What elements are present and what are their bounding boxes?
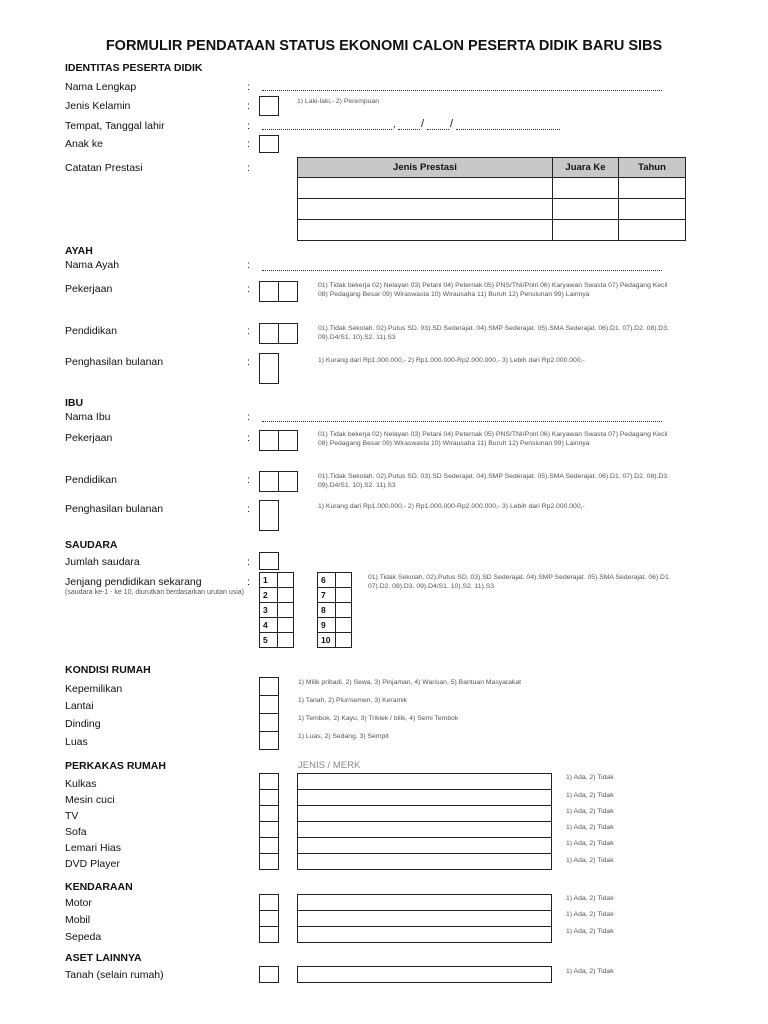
ttl-separator: / <box>421 118 425 130</box>
section-perkakas-heading: PERKAKAS RUMAH <box>65 760 166 772</box>
penghasilan-ibu-hint: 1) Kurang dari Rp1.000.000,- 2) Rp1.000.000-Rp2.000.000,- 3) Lebih dari Rp2.000.000,- <box>318 503 585 510</box>
label-luas: Luas <box>65 736 88 748</box>
ttl-separator: / <box>450 118 454 130</box>
label-sepeda: Sepeda <box>65 931 102 943</box>
table-row <box>318 573 352 588</box>
pendidikan-ibu-box-2[interactable] <box>278 471 298 492</box>
table-row <box>298 178 686 199</box>
sibling-value-cell[interactable] <box>336 603 352 618</box>
sibling-value-cell[interactable] <box>278 633 294 648</box>
label-nama-ibu: Nama Ibu <box>65 411 111 423</box>
tv-box[interactable] <box>259 805 279 822</box>
table-cell[interactable] <box>298 199 553 220</box>
anak-ke-box[interactable] <box>259 135 279 153</box>
tv-hint: 1) Ada, 2) Tidak <box>566 808 614 815</box>
col-juara-ke: Juara Ke <box>553 158 619 178</box>
sofa-merk-field[interactable] <box>297 821 552 838</box>
jenis-kelamin-box[interactable] <box>259 96 279 116</box>
kepemilikan-box[interactable] <box>259 677 279 696</box>
sibling-number: 9 <box>318 618 336 633</box>
tempat-lahir-field[interactable] <box>262 129 392 130</box>
colon: : <box>247 503 250 515</box>
ttl-separator: , <box>393 119 396 130</box>
section-saudara-heading: SAUDARA <box>65 539 118 551</box>
sepeda-hint: 1) Ada, 2) Tidak <box>566 928 614 935</box>
sibling-number: 7 <box>318 588 336 603</box>
label-ttl: Tempat, Tanggal lahir <box>65 120 165 132</box>
colon: : <box>247 81 250 93</box>
sibling-number: 4 <box>260 618 278 633</box>
col-jenis-prestasi: Jenis Prestasi <box>298 158 553 178</box>
section-ayah-heading: AYAH <box>65 245 93 257</box>
label-pekerjaan-ibu: Pekerjaan <box>65 432 113 444</box>
sibling-value-cell[interactable] <box>336 573 352 588</box>
penghasilan-ayah-box[interactable] <box>259 353 279 384</box>
dvd-player-hint: 1) Ada, 2) Tidak <box>566 857 614 864</box>
kulkas-merk-field[interactable] <box>297 773 552 790</box>
pendidikan-ibu-box-1[interactable] <box>259 471 279 492</box>
pendidikan-ayah-box-1[interactable] <box>259 323 279 344</box>
kepemilikan-hint: 1) Milik pribadi, 2) Sewa, 3) Pinjaman, 4) Warisan, 5) Bantuan Masyarakat <box>298 679 522 686</box>
table-cell[interactable] <box>553 220 619 241</box>
mobil-box[interactable] <box>259 910 279 927</box>
jenjang-table-right <box>317 572 352 648</box>
sibling-value-cell[interactable] <box>278 603 294 618</box>
table-row <box>260 618 294 633</box>
tahun-field[interactable] <box>456 129 560 130</box>
label-tanah: Tanah (selain rumah) <box>65 969 164 981</box>
jenis-merk-label: JENIS / MERK <box>298 760 361 771</box>
table-row <box>298 220 686 241</box>
motor-merk-field[interactable] <box>297 894 552 911</box>
label-lantai: Lantai <box>65 700 94 712</box>
table-row <box>260 588 294 603</box>
prestasi-table <box>297 157 686 241</box>
sibling-number: 1 <box>260 573 278 588</box>
sibling-value-cell[interactable] <box>278 573 294 588</box>
dinding-hint: 1) Tembok, 2) Kayu, 3) Triklek / bilik, 4) Semi Tembok <box>298 715 459 722</box>
colon: : <box>247 411 250 423</box>
lemari-hias-merk-field[interactable] <box>297 837 552 854</box>
jenjang-table-left <box>259 572 294 648</box>
table-row <box>318 588 352 603</box>
lemari-hias-box[interactable] <box>259 837 279 854</box>
sibling-value-cell[interactable] <box>278 588 294 603</box>
jenjang-note: (saudara ke-1 - ke 10, diurutkan berdasarkan urutan usia) <box>65 589 244 596</box>
nama-ayah-field[interactable] <box>262 270 662 271</box>
colon: : <box>247 259 250 271</box>
label-lemari-hias: Lemari Hias <box>65 842 122 854</box>
table-row <box>260 603 294 618</box>
table-cell[interactable] <box>619 199 686 220</box>
pendidikan-ayah-hint: 01).Tidak Sekolah. 02).Putus SD. 03).SD Sederajat. 04).SMP Sederajat. 05).SMA Sederajat. 06).D1. 07).D2. 08).D3. 09).D4/S1. 10).S2. 11).S3 <box>318 325 669 341</box>
label-dinding: Dinding <box>65 718 101 730</box>
tanah-box[interactable] <box>259 966 279 983</box>
colon: : <box>247 432 250 444</box>
label-pekerjaan-ayah: Pekerjaan <box>65 283 113 295</box>
penghasilan-ayah-hint: 1) Kurang dari Rp1.000.000,- 2) Rp1.000.000-Rp2.000.000,- 3) Lebih dari Rp2.000.000,- <box>318 357 585 364</box>
pendidikan-ayah-box-2[interactable] <box>278 323 298 344</box>
mesin-cuci-hint: 1) Ada, 2) Tidak <box>566 792 614 799</box>
colon: : <box>247 474 250 486</box>
colon: : <box>247 325 250 337</box>
table-row <box>318 633 352 648</box>
table-cell[interactable] <box>619 220 686 241</box>
colon: : <box>247 356 250 368</box>
label-sofa: Sofa <box>65 826 87 838</box>
label-kulkas: Kulkas <box>65 778 97 790</box>
pendidikan-ibu-hint: 01).Tidak Sekolah. 02).Putus SD. 03).SD Sederajat. 04).SMP Sederajat. 05).SMA Sederajat. 06).D1. 07).D2. 08).D3. 09).D4/S1. 10).S2. 11).S3 <box>318 473 669 489</box>
table-cell[interactable] <box>298 178 553 199</box>
sibling-value-cell[interactable] <box>336 633 352 648</box>
sofa-box[interactable] <box>259 821 279 838</box>
table-cell[interactable] <box>553 199 619 220</box>
section-aset-heading: ASET LAINNYA <box>65 952 142 964</box>
sibling-number: 10 <box>318 633 336 648</box>
label-jenjang-pendidikan: Jenjang pendidikan sekarang <box>65 576 202 588</box>
colon: : <box>247 120 250 132</box>
label-tv: TV <box>65 810 79 822</box>
label-pendidikan-ayah: Pendidikan <box>65 325 117 337</box>
tanah-hint: 1) Ada, 2) Tidak <box>566 968 614 975</box>
label-pendidikan-ibu: Pendidikan <box>65 474 117 486</box>
bulan-field[interactable] <box>427 129 449 130</box>
sibling-value-cell[interactable] <box>336 618 352 633</box>
pekerjaan-ibu-hint: 01) Tidak bekerja 02) Nelayan 03) Petani 04) Peternak 05) PNS/TNI/Polri 06) Karyawan Swasta 07) Pedagang Kecil 08) Pedagang Besar 09) Wiraswasta 10) Wirausaha 11) Buruh 12) Pensiunan 99) Lainnya <box>318 431 668 447</box>
colon: : <box>247 100 250 112</box>
label-mesin-cuci: Mesin cuci <box>65 794 115 806</box>
sibling-number: 2 <box>260 588 278 603</box>
colon: : <box>247 162 250 174</box>
pekerjaan-ayah-hint: 01) Tidak bekerja 02) Nelayan 03) Petani 04) Peternak 05) PNS/TNI/Polri 06) Karyawan Swasta 07) Pedagang Kecil 08) Pedagang Besar 09) Wiraswasta 10) Wirausaha 11) Buruh 12) Pensiunan 99) Lainnya <box>318 282 668 298</box>
sibling-number: 6 <box>318 573 336 588</box>
sepeda-merk-field[interactable] <box>297 926 552 943</box>
motor-box[interactable] <box>259 894 279 911</box>
dvd-player-box[interactable] <box>259 853 279 870</box>
mesin-cuci-merk-field[interactable] <box>297 789 552 806</box>
colon: : <box>247 576 250 588</box>
mobil-merk-field[interactable] <box>297 910 552 927</box>
kulkas-box[interactable] <box>259 773 279 790</box>
table-cell[interactable] <box>298 220 553 241</box>
section-ibu-heading: IBU <box>65 397 84 409</box>
colon: : <box>247 283 250 295</box>
tanah-merk-field[interactable] <box>297 966 552 983</box>
sepeda-box[interactable] <box>259 926 279 943</box>
mobil-hint: 1) Ada, 2) Tidak <box>566 911 614 918</box>
label-penghasilan-ibu: Penghasilan bulanan <box>65 503 164 515</box>
nama-lengkap-field[interactable] <box>262 90 662 91</box>
dvd-player-merk-field[interactable] <box>297 853 552 870</box>
label-penghasilan-ayah: Penghasilan bulanan <box>65 356 164 368</box>
form-title: FORMULIR PENDATAAN STATUS EKONOMI CALON PESERTA DIDIK BARU SIBS <box>105 38 663 54</box>
section-identitas-heading: IDENTITAS PESERTA DIDIK <box>65 62 203 74</box>
sibling-number: 3 <box>260 603 278 618</box>
section-kendaraan-heading: KENDARAAN <box>65 881 133 893</box>
dinding-box[interactable] <box>259 713 279 732</box>
label-nama-ayah: Nama Ayah <box>65 259 120 271</box>
jenjang-hint: 01).Tidak Sekolah. 02).Putus SD. 03).SD Sederajat. 04).SMP Sederajat. 05).SMA Sederajat. 06).D1. 07).D2. 08).D3. 09).D4/S1. 10).S2. 11).S3 <box>368 574 671 590</box>
table-row <box>260 573 294 588</box>
table-row <box>260 633 294 648</box>
label-jumlah-saudara: Jumlah saudara <box>65 556 140 568</box>
luas-box[interactable] <box>259 731 279 750</box>
lantai-box[interactable] <box>259 695 279 714</box>
jumlah-saudara-box[interactable] <box>259 552 279 570</box>
lantai-hint: 1) Tanah, 2) Plur/semen, 3) Keramik <box>298 697 408 704</box>
tanggal-field[interactable] <box>398 129 420 130</box>
colon: : <box>247 556 250 568</box>
mesin-cuci-box[interactable] <box>259 789 279 806</box>
label-catatan-prestasi: Catatan Prestasi <box>65 162 143 174</box>
label-nama-lengkap: Nama Lengkap <box>65 81 137 93</box>
table-row <box>318 603 352 618</box>
colon: : <box>247 138 250 150</box>
label-kepemilikan: Kepemilikan <box>65 683 123 695</box>
sibling-number: 8 <box>318 603 336 618</box>
pekerjaan-ibu-box-2[interactable] <box>278 430 298 451</box>
table-cell[interactable] <box>619 178 686 199</box>
col-tahun: Tahun <box>619 158 686 178</box>
label-mobil: Mobil <box>65 914 91 926</box>
sibling-value-cell[interactable] <box>278 618 294 633</box>
pekerjaan-ayah-box-1[interactable] <box>259 281 279 302</box>
table-row <box>318 618 352 633</box>
lemari-hias-hint: 1) Ada, 2) Tidak <box>566 840 614 847</box>
label-motor: Motor <box>65 897 92 909</box>
label-jenis-kelamin: Jenis Kelamin <box>65 100 131 112</box>
motor-hint: 1) Ada, 2) Tidak <box>566 895 614 902</box>
jenis-kelamin-hint: 1) Laki-laki,- 2) Perempuan <box>297 98 379 105</box>
pekerjaan-ibu-box-1[interactable] <box>259 430 279 451</box>
table-cell[interactable] <box>553 178 619 199</box>
sibling-number: 5 <box>260 633 278 648</box>
luas-hint: 1) Luas, 2) Sedang, 3) Sempit <box>298 733 389 740</box>
sofa-hint: 1) Ada, 2) Tidak <box>566 824 614 831</box>
tv-merk-field[interactable] <box>297 805 552 822</box>
table-row <box>298 199 686 220</box>
sibling-value-cell[interactable] <box>336 588 352 603</box>
section-kondisi-heading: KONDISI RUMAH <box>65 664 151 676</box>
pekerjaan-ayah-box-2[interactable] <box>278 281 298 302</box>
penghasilan-ibu-box[interactable] <box>259 500 279 531</box>
label-anak-ke: Anak ke <box>65 138 103 150</box>
nama-ibu-field[interactable] <box>262 421 662 422</box>
label-dvd-player: DVD Player <box>65 858 120 870</box>
kulkas-hint: 1) Ada, 2) Tidak <box>566 774 614 781</box>
